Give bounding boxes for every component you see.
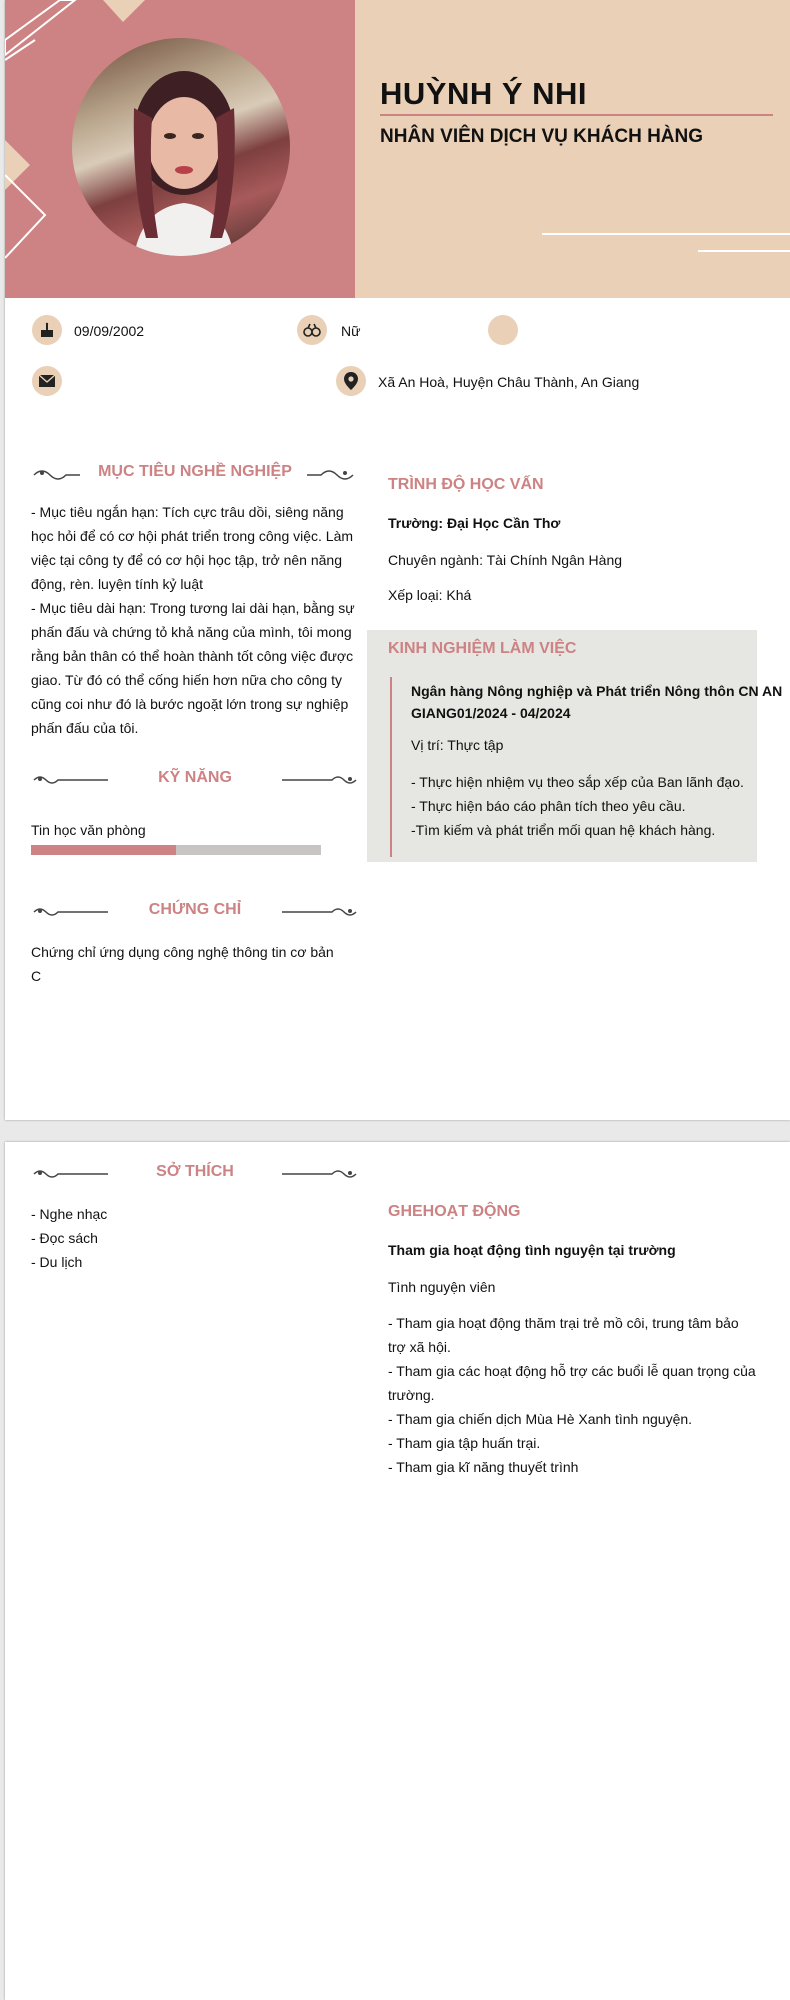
objective-line: rằng bản thân có thể hoàn thành tốt công việc được — [31, 648, 354, 664]
flourish-left — [32, 770, 110, 790]
flourish-left — [32, 465, 82, 485]
skill-name: Tin học văn phòng — [31, 822, 146, 838]
flourish-left — [32, 1164, 110, 1184]
name-underline — [380, 114, 773, 116]
job-title: NHÂN VIÊN DỊCH VỤ KHÁCH HÀNG — [380, 126, 704, 147]
objective-line: - Mục tiêu ngắn hạn: Tích cực trâu dồi, siêng năng — [31, 504, 344, 520]
education-rank: Xếp loại: Khá — [388, 587, 472, 603]
objective-line: cũng coi như đó là bước ngoặt lớn trong sự nghiệp — [31, 696, 349, 712]
skills-title: KỸ NĂNG — [158, 769, 232, 786]
company-period: GIANG01/2024 - 04/2024 — [411, 705, 571, 721]
activity-role: Tình nguyện viên — [388, 1279, 496, 1295]
birthday-cake-icon — [32, 315, 62, 345]
education-major: Chuyên ngành: Tài Chính Ngân Hàng — [388, 552, 623, 568]
certificate-line: C — [31, 968, 42, 984]
objective-line: phấn đấu của tôi. — [31, 720, 139, 736]
decorative-line — [542, 233, 790, 235]
hobbies-title: SỞ THÍCH — [156, 1163, 234, 1180]
activity-line: - Tham gia tập huấn trại. — [388, 1435, 541, 1451]
company-line: Ngân hàng Nông nghiệp và Phát triển Nông thôn CN AN — [411, 683, 783, 699]
flourish-right — [280, 770, 358, 790]
education-school: Trường: Đại Học Cần Thơ — [388, 515, 561, 531]
experience-timeline-bar — [390, 677, 392, 857]
flourish-right — [305, 465, 355, 485]
objective-line: động, rèn. luyện tính kỷ luật — [31, 576, 203, 592]
objective-title: MỤC TIÊU NGHỀ NGHIỆP — [98, 463, 292, 480]
activity-line: - Tham gia các hoạt động hỗ trợ các buổi lễ quan trọng của — [388, 1363, 756, 1379]
certificates-text — [31, 940, 361, 988]
objective-line: học hỏi để có cơ hội phát triển trong công việc. Làm — [31, 528, 354, 544]
birthday-value: 09/09/2002 — [74, 323, 145, 339]
activity-line: - Tham gia chiến dịch Mùa Hè Xanh tình nguyện. — [388, 1411, 693, 1427]
activity-name: Tham gia hoạt động tình nguyện tại trường — [388, 1242, 676, 1258]
header-name-panel — [355, 0, 790, 298]
address-value: Xã An Hoà, Huyện Châu Thành, An Giang — [378, 374, 640, 390]
activity-details — [388, 1311, 768, 1479]
education-title: TRÌNH ĐỘ HỌC VẤN — [388, 476, 544, 493]
hobby-item: - Nghe nhạc — [31, 1206, 108, 1222]
flourish-right — [280, 1164, 358, 1184]
experience-tasks — [411, 770, 744, 842]
activity-line: trường. — [388, 1387, 435, 1403]
task-item: - Thực hiện báo cáo phân tích theo yêu cầu. — [411, 798, 686, 814]
task-item: - Thực hiện nhiệm vụ theo sắp xếp của Ban lãnh đạo. — [411, 774, 744, 790]
email-icon — [32, 366, 62, 396]
header-photo-panel — [5, 0, 355, 298]
flourish-left — [32, 902, 110, 922]
certificate-line: Chứng chỉ ứng dụng công nghệ thông tin cơ bản — [31, 944, 334, 960]
experience-company — [411, 680, 782, 724]
decorative-line — [698, 250, 790, 252]
objective-line: giao. Từ đó có thể cống hiến hơn nữa cho công ty — [31, 672, 342, 688]
flourish-right — [280, 902, 358, 922]
hobbies-list — [31, 1202, 331, 1274]
hobby-item: - Đọc sách — [31, 1230, 98, 1246]
objective-line: việc tại công ty để có cơ hội học tập, trở nên năng — [31, 552, 342, 568]
cv-page-1 — [5, 0, 790, 1120]
location-pin-icon — [336, 366, 366, 396]
gender-icon — [297, 315, 327, 345]
profile-photo — [72, 38, 290, 256]
experience-position: Vị trí: Thực tập — [411, 737, 504, 753]
objective-text — [31, 500, 361, 740]
skill-level-fill — [31, 845, 176, 855]
activity-line: - Tham gia hoạt động thăm trại trẻ mồ côi, trung tâm bảo — [388, 1315, 739, 1331]
objective-line: - Mục tiêu dài hạn: Trong tương lai dài hạn, bằng sự — [31, 600, 355, 616]
gender-value: Nữ — [341, 323, 361, 339]
phone-icon — [488, 315, 518, 345]
activity-line: trợ xã hội. — [388, 1339, 451, 1355]
skill-level-bar — [31, 845, 321, 855]
objective-line: phấn đấu và chứng tỏ khả năng của mình, tôi mong — [31, 624, 352, 640]
certificates-title: CHỨNG CHỈ — [148, 901, 242, 918]
task-item: -Tìm kiếm và phát triển mối quan hệ khách hàng. — [411, 822, 716, 838]
experience-title: KINH NGHIỆM LÀM VIỆC — [388, 640, 577, 657]
candidate-name: HUỲNH Ý NHI — [380, 76, 588, 111]
activity-line: - Tham gia kĩ năng thuyết trình — [388, 1459, 579, 1475]
hobby-item: - Du lịch — [31, 1254, 83, 1270]
activities-title: GHEHOẠT ĐỘNG — [388, 1203, 521, 1220]
